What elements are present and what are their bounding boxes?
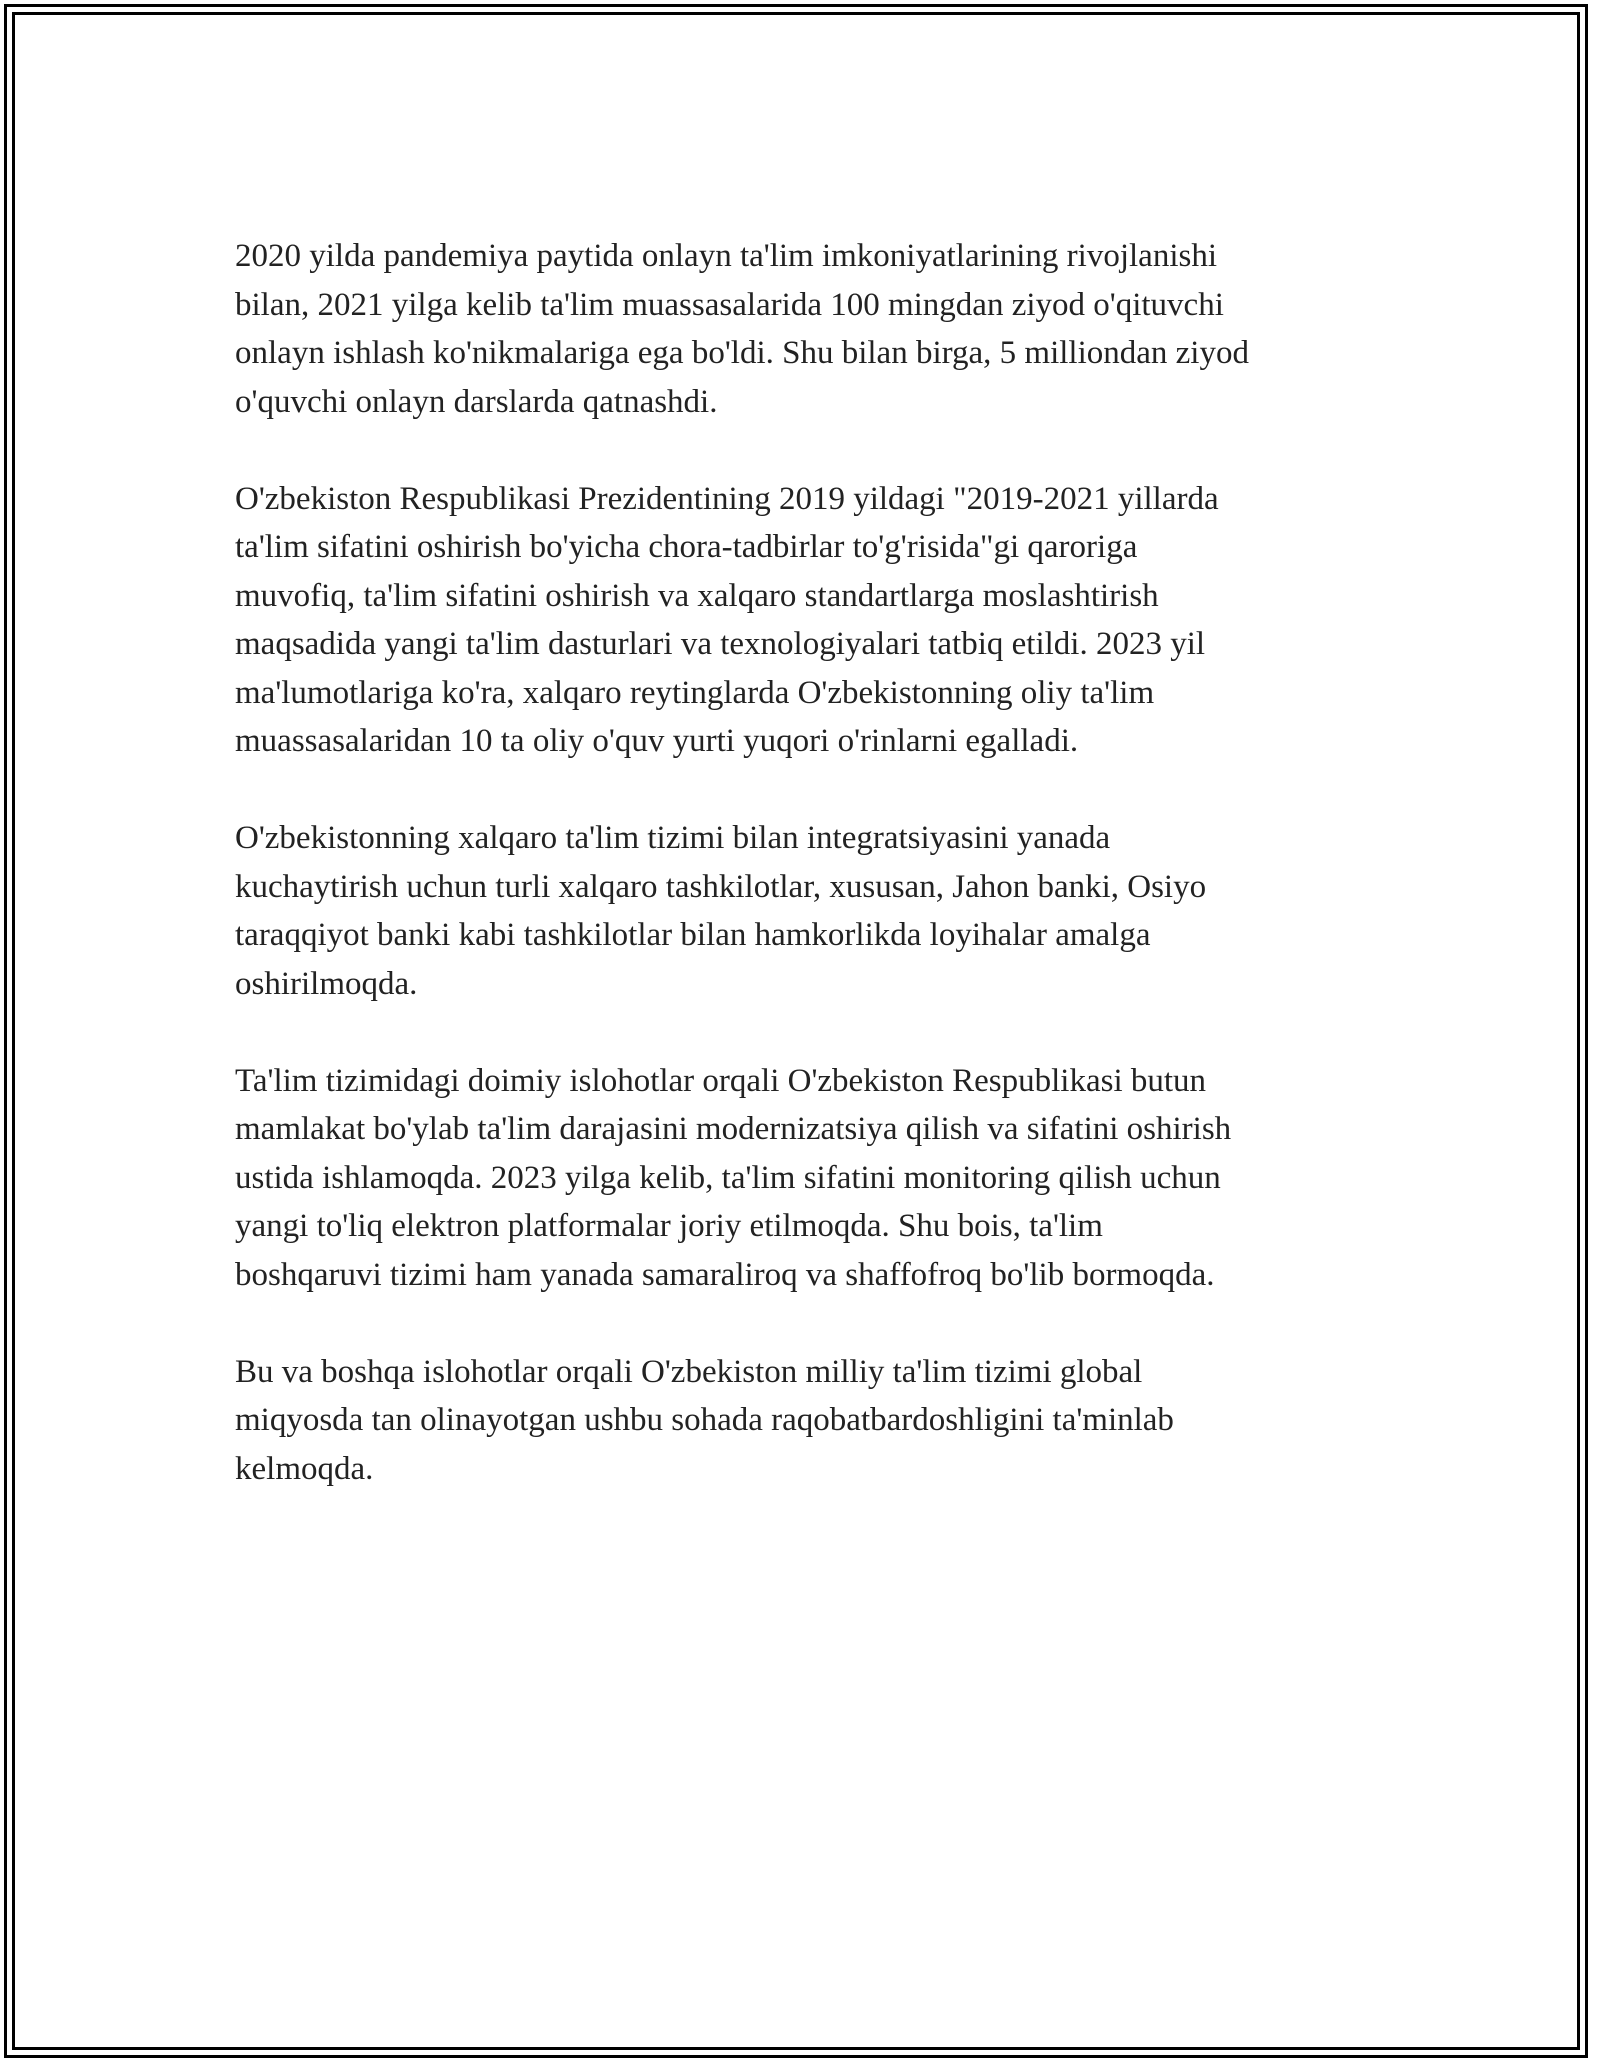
paragraph-1: 2020 yilda pandemiya paytida onlayn ta'lim imkoniyatlarining rivojlanishi bilan, 2021 yilga kelib ta'lim muassasalarida 100 mingdan ziyod o'qituvchi onlayn ishlash ko'nikmalariga ega bo'ldi. Shu bilan birga, 5 milliondan ziyod o'quvchi onlayn darslarda qatnashdi. bbox=[235, 238, 1249, 420]
paragraph-4: Ta'lim tizimidagi doimiy islohotlar orqali O'zbekiston Respublikasi butun mamlakat bo'ylab ta'lim darajasini modernizatsiya qilish va sifatini oshirish ustida ishlamoqda. 2023 yilga kelib, ta'lim sifatini monitoring qilish uchun yangi to'liq elektron platformalar joriy etilmoqda. Shu bois, ta'lim boshqaruvi tizimi ham yanada samaraliroq va shaffofroq bo'lib bormoqda. bbox=[235, 1062, 1232, 1293]
paragraph-3: O'zbekistonning xalqaro ta'lim tizimi bilan integratsiyasini yanada kuchaytirish uchun turli xalqaro tashkilotlar, xususan, Jahon banki, Osiyo taraqqiyot banki kabi tashkilotlar bilan hamkorlikda loyihalar amalga oshirilmoqda. bbox=[235, 820, 1207, 1002]
paragraph-2: O'zbekiston Respublikasi Prezidentining 2019 yildagi "2019-2021 yillarda ta'lim sifatini oshirish bo'yicha chora-tadbirlar to'g'risida"gi qaroriga muvofiq, ta'lim sifatini oshirish va xalqaro standartlarga moslashtirish maqsadida yangi ta'lim dasturlari va texnologiyalari tatbiq etildi. 2023 yil ma'lumotlariga ko'ra, xalqaro reytinglarda O'zbekistonning oliy ta'lim muassasalaridan 10 ta oliy o'quv yurti yuqori o'rinlarni egalladi. bbox=[235, 480, 1219, 759]
document-body bbox=[235, 232, 1385, 1542]
paragraph-5: Bu va boshqa islohotlar orqali O'zbekiston milliy ta'lim tizimi global miqyosda tan olinayotgan ushbu sohada raqobatbardoshligini ta'minlab kelmoqda. bbox=[235, 1353, 1174, 1487]
